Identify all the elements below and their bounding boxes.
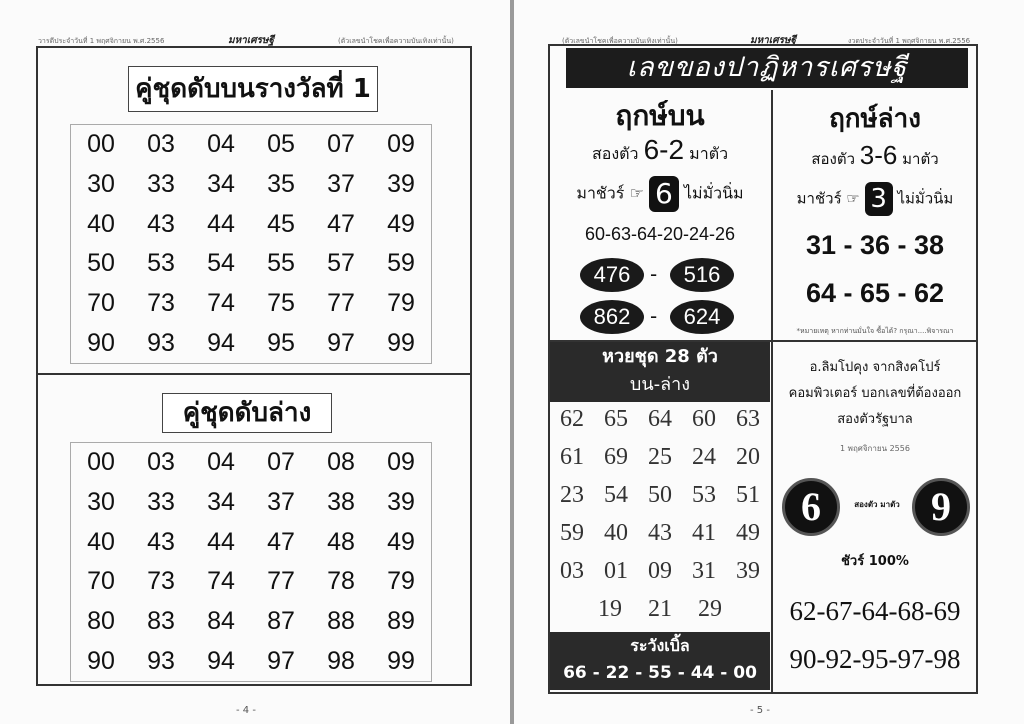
- upper-left-cell: [550, 90, 770, 340]
- set-number: 43: [648, 520, 672, 546]
- two-digit-suffix: มาตัว: [902, 150, 939, 168]
- set-number: 54: [604, 482, 628, 508]
- grid-number: 04: [207, 130, 235, 159]
- grid-number: 49: [387, 527, 415, 556]
- caution-numbers: 66 - 22 - 55 - 44 - 00: [563, 663, 757, 683]
- set-number: 09: [648, 558, 672, 584]
- grid-number: 07: [267, 448, 295, 477]
- sure-suffix: ไม่มั่วนิ่ม: [683, 183, 744, 203]
- cell-heading: ฤกษ์บน: [615, 99, 705, 132]
- grid-number: 89: [387, 606, 415, 635]
- two-digit-value: 3-6: [859, 140, 898, 170]
- pointing-hand-icon: ☞: [629, 183, 644, 203]
- grid-number: 83: [147, 606, 175, 635]
- grid-number: 95: [267, 328, 295, 357]
- set-subtitle: บน-ล่าง: [629, 374, 691, 395]
- set-number: 64: [648, 406, 672, 432]
- grid-number: 93: [147, 328, 175, 357]
- set-number: 69: [604, 444, 628, 470]
- grid-number: 37: [267, 487, 295, 516]
- upper-right-cell: [774, 90, 976, 340]
- grid-row: [71, 443, 431, 483]
- grid-number: 97: [327, 328, 355, 357]
- grid-number: 73: [147, 567, 175, 596]
- grid-number: 07: [327, 130, 355, 159]
- grid-number: 08: [327, 448, 355, 477]
- grid-number: 98: [327, 646, 355, 675]
- two-digit-prefix: สองตัว: [811, 150, 856, 168]
- column-divider: [771, 90, 773, 694]
- set-number-rows: [550, 406, 770, 638]
- big-digit-left: 6: [782, 478, 840, 536]
- set-row: [550, 406, 770, 433]
- grid-number: 47: [327, 209, 355, 238]
- set-number: 03: [560, 558, 584, 584]
- grid-row: [71, 165, 431, 205]
- grid-number: 54: [207, 249, 235, 278]
- big-digit-label: สองตัว มาตัว: [854, 500, 900, 509]
- grid-number: 84: [207, 606, 235, 635]
- grid-number: 35: [267, 169, 295, 198]
- grid-number: 40: [87, 209, 115, 238]
- grid-number: 09: [387, 130, 415, 159]
- grid-number: 80: [87, 606, 115, 635]
- sure-prefix: มาชัวร์: [796, 189, 842, 208]
- number-line-b: 90-92-95-97-98: [789, 644, 961, 674]
- set-row: [550, 558, 770, 585]
- grid-row: [71, 244, 431, 284]
- lower-number-grid: [70, 442, 432, 682]
- pointing-hand-icon: ☞: [846, 189, 860, 208]
- set-number: 19: [598, 596, 622, 622]
- grid-number: 90: [87, 646, 115, 675]
- set-number: 31: [692, 558, 716, 584]
- grid-number: 05: [267, 130, 295, 159]
- grid-number: 43: [147, 527, 175, 556]
- set-title-block: [550, 342, 770, 402]
- grid-number: 00: [87, 130, 115, 159]
- big-digit-right: 9: [912, 478, 970, 536]
- grid-row: [71, 204, 431, 244]
- running-head-left: (ตัวเลขนำโชคเพื่อความบันเทิงเท่านั้น): [562, 37, 678, 45]
- set-number: 25: [648, 444, 672, 470]
- grid-number: 30: [87, 169, 115, 198]
- oval-dash: -: [650, 304, 658, 328]
- grid-number: 09: [387, 448, 415, 477]
- sure-percentage: ชัวร์ 100%: [841, 554, 909, 569]
- two-digit-suffix: มาตัว: [689, 144, 729, 163]
- grid-number: 79: [387, 567, 415, 596]
- sure-line: [774, 182, 976, 216]
- grid-number: 74: [207, 567, 235, 596]
- grid-number: 94: [207, 646, 235, 675]
- running-head-right: งวดประจำวันที่ 1 พฤศจิกายน พ.ศ.2556: [848, 37, 971, 45]
- set-row: [550, 520, 770, 547]
- source-line-3: สองตัวรัฐบาล: [837, 412, 913, 427]
- grid-number: 34: [207, 487, 235, 516]
- set-row: [550, 596, 770, 623]
- grid-number: 00: [87, 448, 115, 477]
- source-line-2: คอมพิวเตอร์ บอกเลขที่ต้องออก: [788, 386, 962, 401]
- grid-number: 70: [87, 288, 115, 317]
- number-oval: 516: [670, 258, 734, 292]
- grid-number: 33: [147, 487, 175, 516]
- set-number: 20: [736, 444, 760, 470]
- grid-number: 49: [387, 209, 415, 238]
- set-number: 01: [604, 558, 628, 584]
- grid-number: 77: [267, 567, 295, 596]
- grid-row: [71, 602, 431, 642]
- sure-prefix: มาชัวร์: [576, 183, 625, 203]
- number-oval: 862: [580, 300, 644, 334]
- set-number: 50: [648, 482, 672, 508]
- running-head-right: (ตัวเลขนำโชคเพื่อความบันเทิงเท่านั้น): [338, 37, 454, 45]
- source-line-1: อ.ลิมโปคุง จากสิงคโปร์: [809, 360, 941, 375]
- grid-number: 94: [207, 328, 235, 357]
- set-number: 59: [560, 520, 584, 546]
- set-row: [550, 444, 770, 471]
- set-number: 63: [736, 406, 760, 432]
- grid-number: 30: [87, 487, 115, 516]
- upper-section-title: คู่ชุดดับบนรางวัลที่ 1: [128, 66, 378, 112]
- lower-left-cell: [550, 342, 770, 692]
- magazine-title: มหาเศรษฐี: [228, 35, 275, 46]
- right-page: [514, 0, 1024, 724]
- caution-label: ระวังเบิ้ล: [630, 636, 690, 655]
- grid-number: 55: [267, 249, 295, 278]
- grid-number: 39: [387, 169, 415, 198]
- sure-digit-badge: 6: [649, 176, 679, 212]
- set-number: 39: [736, 558, 760, 584]
- grid-row: [71, 562, 431, 602]
- grid-number: 59: [387, 249, 415, 278]
- grid-row: [71, 125, 431, 165]
- grid-number: 90: [87, 328, 115, 357]
- page-number: - 5 -: [750, 705, 770, 716]
- set-number: 61: [560, 444, 584, 470]
- set-number: 51: [736, 482, 760, 508]
- lower-section-title: คู่ชุดดับล่าง: [162, 393, 332, 433]
- footnote: *หมายเหตุ หากท่านมั่นใจ ซื้อได้? กรุณา....พิจารณา: [796, 327, 954, 335]
- oval-dash: -: [650, 262, 658, 286]
- grid-number: 57: [327, 249, 355, 278]
- two-digit-line: [774, 140, 976, 171]
- grid-number: 75: [267, 288, 295, 317]
- number-line-2: 64 - 65 - 62: [805, 278, 945, 308]
- section-divider: [36, 373, 472, 375]
- magazine-title: มหาเศรษฐี: [750, 35, 797, 46]
- grid-number: 03: [147, 130, 175, 159]
- grid-number: 73: [147, 288, 175, 317]
- grid-number: 53: [147, 249, 175, 278]
- set-number: 65: [604, 406, 628, 432]
- grid-number: 97: [267, 646, 295, 675]
- set-number: 40: [604, 520, 628, 546]
- grid-row: [71, 522, 431, 562]
- running-head-left: วารดีประจำวันที่ 1 พฤศจิกายน พ.ศ.2556: [38, 37, 165, 45]
- source-date: 1 พฤศจิกายน 2556: [840, 444, 910, 453]
- grid-number: 40: [87, 527, 115, 556]
- page-number: - 4 -: [236, 705, 256, 716]
- set-number: 21: [648, 596, 672, 622]
- set-number: 23: [560, 482, 584, 508]
- grid-number: 47: [267, 527, 295, 556]
- number-oval: 624: [670, 300, 734, 334]
- two-digit-value: 6-2: [643, 134, 685, 165]
- grid-row: [71, 284, 431, 324]
- two-digit-prefix: สองตัว: [591, 144, 639, 163]
- caution-block: [550, 632, 770, 690]
- grid-number: 70: [87, 567, 115, 596]
- set-number: 24: [692, 444, 716, 470]
- grid-row: [71, 483, 431, 523]
- upper-number-grid: [70, 124, 432, 364]
- grid-number: 37: [327, 169, 355, 198]
- sure-suffix: ไม่มั่วนิ่ม: [897, 189, 954, 208]
- grid-number: 99: [387, 646, 415, 675]
- set-number: 62: [560, 406, 584, 432]
- grid-number: 44: [207, 527, 235, 556]
- number-line-a: 62-67-64-68-69: [789, 596, 961, 626]
- set-number: 60: [692, 406, 716, 432]
- set-number: 53: [692, 482, 716, 508]
- grid-number: 74: [207, 288, 235, 317]
- cell-heading: ฤกษ์ล่าง: [829, 104, 921, 134]
- banner-title: เลขของปาฏิหารเศรษฐี: [566, 48, 968, 88]
- sure-line: [550, 176, 770, 212]
- grid-number: 34: [207, 169, 235, 198]
- set-number: 41: [692, 520, 716, 546]
- left-page: [0, 0, 510, 724]
- grid-number: 50: [87, 249, 115, 278]
- grid-row: [71, 323, 431, 363]
- set-number: 29: [698, 596, 722, 622]
- grid-row: [71, 641, 431, 681]
- grid-number: 88: [327, 606, 355, 635]
- grid-number: 04: [207, 448, 235, 477]
- set-title: หวยชุด 28 ตัว: [602, 346, 718, 367]
- grid-number: 93: [147, 646, 175, 675]
- grid-number: 79: [387, 288, 415, 317]
- number-line-1: 31 - 36 - 38: [805, 230, 945, 260]
- grid-number: 43: [147, 209, 175, 238]
- grid-number: 99: [387, 328, 415, 357]
- lower-right-cell: [774, 342, 976, 692]
- grid-number: 39: [387, 487, 415, 516]
- set-number: 49: [736, 520, 760, 546]
- grid-number: 38: [327, 487, 355, 516]
- grid-number: 48: [327, 527, 355, 556]
- grid-number: 44: [207, 209, 235, 238]
- number-line: 60-63-64-20-24-26: [584, 224, 736, 244]
- grid-number: 33: [147, 169, 175, 198]
- set-row: [550, 482, 770, 509]
- number-oval: 476: [580, 258, 644, 292]
- grid-number: 78: [327, 567, 355, 596]
- grid-number: 77: [327, 288, 355, 317]
- two-digit-line: [550, 134, 770, 167]
- grid-number: 03: [147, 448, 175, 477]
- grid-number: 45: [267, 209, 295, 238]
- grid-number: 87: [267, 606, 295, 635]
- sure-digit-badge: 3: [865, 182, 893, 216]
